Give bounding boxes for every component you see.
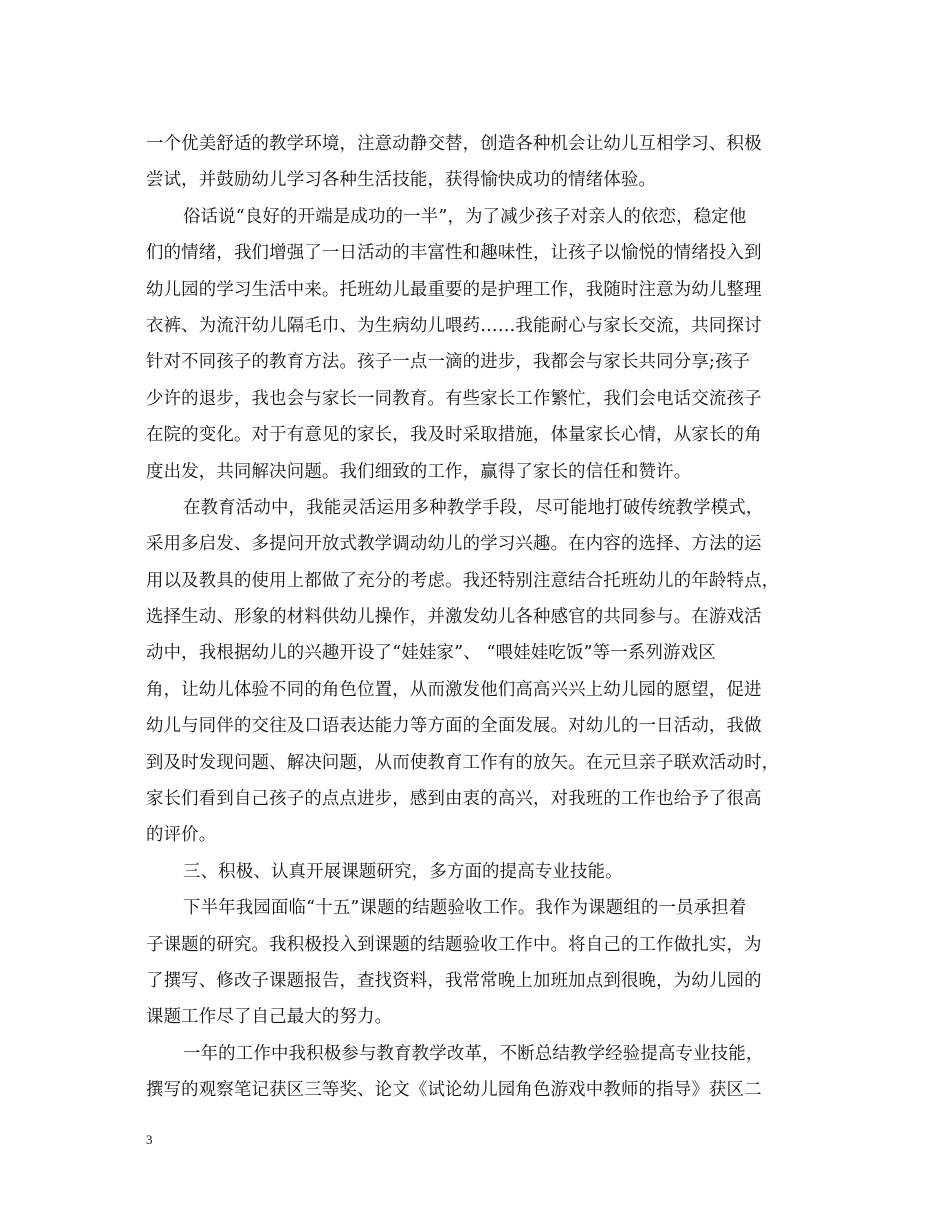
paragraph-first-line: 一年的工作中我积极参与教育教学改革，不断总结教学经验提高专业技能， xyxy=(183,1043,764,1064)
section-heading: 三、积极、认真开展课题研究，多方面的提高专业技能。 xyxy=(183,861,623,882)
text-line: 了撰写、修改子课题报告，查找资料，我常常晚上加班加点到很晚，为幼儿园的 xyxy=(146,970,762,991)
page-number: 3 xyxy=(146,1132,153,1147)
text-line: 们的情绪，我们增强了一日活动的丰富性和趣味性，让孩子以愉悦的情绪投入到 xyxy=(146,243,762,264)
text-line: 采用多启发、多提问开放式教学调动幼儿的学习兴趣。在内容的选择、方法的运 xyxy=(146,534,762,555)
text-line: 角，让幼儿体验不同的角色位置，从而激发他们高高兴兴上幼儿园的愿望，促进 xyxy=(146,679,762,700)
paragraph-first-line: 在教育活动中，我能灵活运用多种教学手段，尽可能地打破传统教学模式， xyxy=(183,497,764,518)
text-line: 一个优美舒适的教学环境，注意动静交替，创造各种机会让幼儿互相学习、积极 xyxy=(146,134,762,154)
text-line: 的评价。 xyxy=(146,825,217,846)
text-line: 衣裤、为流汗幼儿隔毛巾、为生病幼儿喂药……我能耐心与家长交流，共同探讨 xyxy=(146,315,762,336)
paragraph-first-line: 下半年我园面临“十五”课题的结题验收工作。我作为课题组的一员承担着 xyxy=(183,898,747,919)
text-line: 动中，我根据幼儿的兴趣开设了“娃娃家”、 “喂娃娃吃饭”等一系列游戏区 xyxy=(146,643,716,664)
text-line: 选择生动、形象的材料供幼儿操作，并激发幼儿各种感官的共同参与。在游戏活 xyxy=(146,607,762,628)
text-line: 少许的退步，我也会与家长一同教育。有些家长工作繁忙，我们会电话交流孩子 xyxy=(146,388,762,409)
text-line: 针对不同孩子的教育方法。孩子一点一滴的进步，我都会与家长共同分享;孩子 xyxy=(146,352,751,373)
body-text xyxy=(146,126,810,1109)
text-line: 子课题的研究。我积极投入到课题的结题验收工作中。将自己的工作做扎实，为 xyxy=(146,934,762,955)
text-line: 幼儿园的学习生活中来。托班幼儿最重要的是护理工作，我随时注意为幼儿整理 xyxy=(146,279,762,300)
text-line: 家长们看到自己孩子的点点进步，感到由衷的高兴，对我班的工作也给予了很高 xyxy=(146,789,762,810)
text-line: 到及时发现问题、解决问题，从而使教育工作有的放矢。在元旦亲子联欢活动时， xyxy=(146,752,780,773)
text-line: 撰写的观察笔记获区三等奖、论文《试论幼儿园角色游戏中教师的指导》获区二 xyxy=(146,1080,762,1101)
paragraph-first-line: 俗话说“良好的开端是成功的一半”，为了减少孩子对亲人的依恋，稳定他 xyxy=(183,206,747,227)
text-line: 幼儿与同伴的交往及口语表达能力等方面的全面发展。对幼儿的一日活动，我做 xyxy=(146,716,762,737)
text-line: 在院的变化。对于有意见的家长，我及时采取措施，体量家长心情，从家长的角 xyxy=(146,425,762,446)
text-line: 尝试，并鼓励幼儿学习各种生活技能，获得愉快成功的情绪体验。 xyxy=(146,170,657,191)
text-line: 课题工作尽了自己最大的努力。 xyxy=(146,1007,393,1028)
text-line: 用以及教具的使用上都做了充分的考虑。我还特别注意结合托班幼儿的年龄特点， xyxy=(146,570,780,591)
text-line: 度出发，共同解决问题。我们细致的工作，赢得了家长的信任和赞许。 xyxy=(146,461,692,482)
